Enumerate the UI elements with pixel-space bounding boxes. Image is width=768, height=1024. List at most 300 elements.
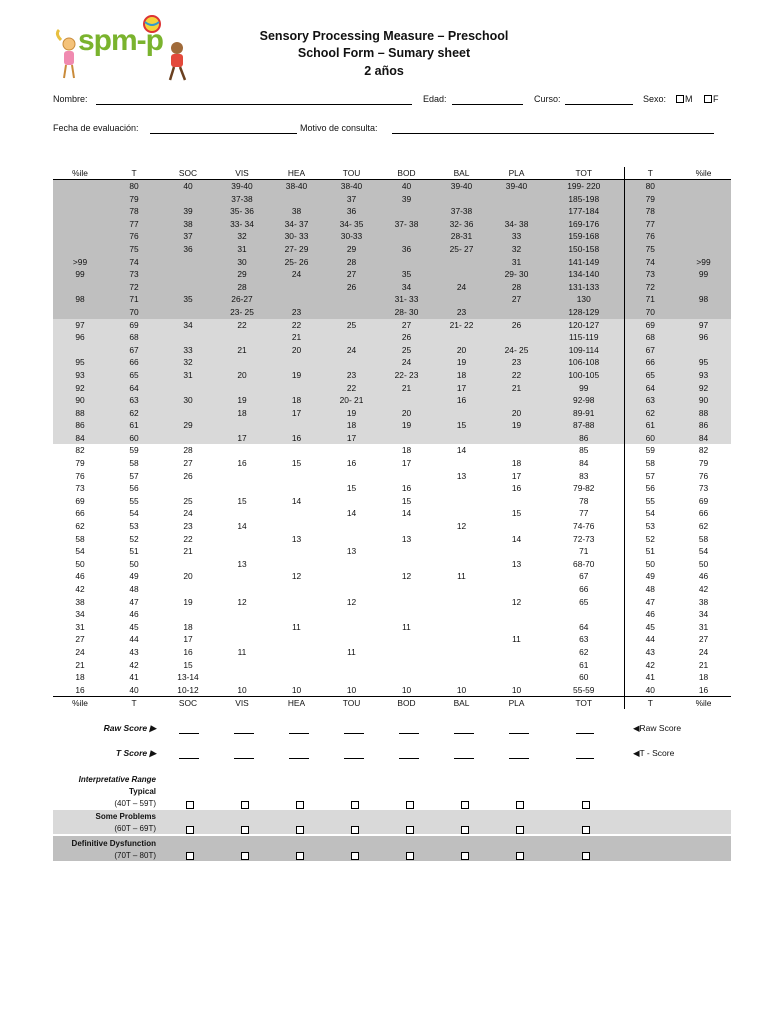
table-row-pla: 11 xyxy=(512,634,521,645)
typical-checkbox[interactable] xyxy=(406,801,414,809)
sexo-m-checkbox[interactable] xyxy=(676,95,684,103)
table-row-pla: 16 xyxy=(511,483,522,494)
table-row-hea: 23 xyxy=(269,306,324,319)
some-problems-checkbox[interactable] xyxy=(582,826,590,834)
table-row-soc xyxy=(161,331,215,344)
table-row-t: 68 xyxy=(107,331,161,344)
table-row-tot: 185-198 xyxy=(544,193,624,206)
table-row-bod: 28- 30 xyxy=(379,306,434,319)
table-row-hea xyxy=(269,659,324,672)
t-score-input[interactable] xyxy=(344,750,364,759)
table-row-bod: 15 xyxy=(401,495,412,506)
raw-score-input[interactable] xyxy=(399,725,419,734)
table-row-t-right: 49 xyxy=(645,571,655,582)
table-row-tou xyxy=(324,621,379,634)
raw-score-right-label: ◀Raw Score xyxy=(633,723,682,733)
table-row-t-right: 75 xyxy=(624,243,676,256)
table-row-pla: 39-40 xyxy=(489,180,544,193)
table-row-vis: 22 xyxy=(215,319,269,332)
table-row-t: 57 xyxy=(129,470,139,481)
table-row xyxy=(53,633,731,646)
nombre-field[interactable] xyxy=(96,94,412,105)
table-row-bal xyxy=(434,659,489,672)
typical-checkbox[interactable] xyxy=(516,801,524,809)
table-row-hea: 12 xyxy=(291,571,302,582)
some-problems-checkbox[interactable] xyxy=(516,826,524,834)
table-row-pctile-right: 54 xyxy=(698,546,709,557)
table-row-pla: 21 xyxy=(489,382,544,395)
table-row-hea xyxy=(269,608,324,621)
table-row-pctile: 27 xyxy=(75,634,85,645)
table-row-bod: 34 xyxy=(379,281,434,294)
table-row-pla xyxy=(489,495,544,508)
logo-text: spm-p xyxy=(78,24,163,57)
table-row xyxy=(53,193,731,206)
table-row-tou: 24 xyxy=(324,344,379,357)
table-row-tot: 63 xyxy=(544,633,624,646)
table-row-bod: 14 xyxy=(401,508,412,519)
table-row-bod: 22- 23 xyxy=(379,369,434,382)
t-score-input[interactable] xyxy=(289,750,309,759)
table-row-pla: 28 xyxy=(489,281,544,294)
raw-score-input[interactable] xyxy=(289,725,309,734)
table-row-bod: 27 xyxy=(379,319,434,332)
table-row xyxy=(53,344,731,357)
interp-title-row xyxy=(53,774,731,786)
table-row-hea xyxy=(269,356,324,369)
table-row-pctile-right: 58 xyxy=(698,533,709,544)
typical-checkbox[interactable] xyxy=(461,801,469,809)
table-row-soc xyxy=(161,281,215,294)
table-row-tou xyxy=(324,306,379,319)
raw-score-input[interactable] xyxy=(344,725,364,734)
table-header-pctile: %ile xyxy=(53,167,107,180)
table-row-t-right: 66 xyxy=(624,356,676,369)
typical-checkbox[interactable] xyxy=(351,801,359,809)
table-row-soc: 15 xyxy=(183,659,193,670)
table-row-tot: 71 xyxy=(544,545,624,558)
table-row xyxy=(53,268,731,281)
table-row-soc: 28 xyxy=(183,445,193,456)
table-row-bal: 10 xyxy=(456,684,467,695)
table-row-bod: 37- 38 xyxy=(379,218,434,231)
table-row-pctile-right xyxy=(676,205,731,218)
raw-score-input[interactable] xyxy=(509,725,529,734)
table-row-vis xyxy=(215,382,269,395)
t-score-input[interactable] xyxy=(509,750,529,759)
table-row-bal: 32- 36 xyxy=(434,218,489,231)
table-row-tot: 83 xyxy=(544,470,624,483)
table-row-tot: 68-70 xyxy=(544,558,624,571)
some-problems-checkbox[interactable] xyxy=(461,826,469,834)
table-row-hea xyxy=(269,596,324,609)
table-row-tot: 150-158 xyxy=(544,243,624,256)
table-row-pla xyxy=(489,394,544,407)
table-row-vis: 11 xyxy=(237,646,247,657)
table-row-t: 45 xyxy=(129,621,139,632)
table-row-bal xyxy=(434,457,489,470)
table-row-t-right: 47 xyxy=(645,596,655,607)
table-row-tot: 115-119 xyxy=(544,331,624,344)
table-row-t-right: 74 xyxy=(624,256,676,269)
t-score-input[interactable] xyxy=(576,750,594,759)
t-score-input[interactable] xyxy=(454,750,474,759)
table-footer-bal: BAL xyxy=(434,697,489,710)
table-row-pctile-right: 66 xyxy=(698,508,709,519)
raw-score-input[interactable] xyxy=(454,725,474,734)
table-row-tou xyxy=(324,558,379,571)
table-footer-t-right: T xyxy=(624,697,676,710)
raw-score-input[interactable] xyxy=(179,725,199,734)
table-row-soc: 39 xyxy=(161,205,215,218)
table-row-t-right: 69 xyxy=(624,319,676,332)
table-row-tou xyxy=(324,293,379,306)
table-row-hea: 25- 26 xyxy=(269,256,324,269)
table-header-pctile-right: %ile xyxy=(676,167,731,180)
table-row xyxy=(53,319,731,332)
table-row-tou xyxy=(324,520,379,533)
table-row-pla: 14 xyxy=(511,533,522,544)
table-row-pctile-right: 24 xyxy=(698,646,709,657)
table-row-bal: 39-40 xyxy=(434,180,489,193)
table-row-hea: 14 xyxy=(291,495,302,506)
table-row-pctile-right: 84 xyxy=(676,432,731,445)
table-row xyxy=(53,520,731,533)
table-row-hea: 17 xyxy=(269,407,324,420)
table-row-vis: 30 xyxy=(215,256,269,269)
table-row-pla: 31 xyxy=(489,256,544,269)
table-row xyxy=(53,331,731,344)
table-row-bod xyxy=(379,545,434,558)
table-row-hea xyxy=(269,293,324,306)
some-problems-checkbox[interactable] xyxy=(351,826,359,834)
table-row-pctile-right xyxy=(676,344,731,357)
table-row-tou: 22 xyxy=(324,382,379,395)
table-row xyxy=(53,646,731,659)
table-row-hea: 11 xyxy=(292,621,301,632)
table-row-tot: 62 xyxy=(544,646,624,659)
table-row-pctile: 95 xyxy=(53,356,107,369)
table-row-bod: 13 xyxy=(401,533,412,544)
table-row-bal xyxy=(434,633,489,646)
table-row-pla: 27 xyxy=(489,293,544,306)
table-row-tou: 10 xyxy=(346,684,357,695)
table-row-t: 50 xyxy=(129,558,139,569)
t-score-right-label: ◀T - Score xyxy=(633,748,675,758)
table-row-t-right: 58 xyxy=(645,458,655,469)
table-row-pctile-right: 90 xyxy=(676,394,731,407)
table-row-soc xyxy=(161,558,215,571)
table-row xyxy=(53,180,731,193)
table-row-pctile-right: 46 xyxy=(698,571,709,582)
table-row xyxy=(53,218,731,231)
table-row-pctile-right: 97 xyxy=(676,319,731,332)
table-row-soc: 22 xyxy=(183,533,193,544)
table-row-bal xyxy=(434,545,489,558)
raw-score-input[interactable] xyxy=(576,725,594,734)
table-row-pctile-right: 98 xyxy=(676,293,731,306)
table-row-t: 47 xyxy=(129,596,139,607)
table-row xyxy=(53,382,731,395)
definitive-label: Definitive Dysfunction xyxy=(71,839,156,848)
table-row-pla: 24- 25 xyxy=(489,344,544,357)
table-row-tou: 17 xyxy=(324,432,379,445)
table-footer-t: T xyxy=(107,697,161,710)
table-row-tot: 159-168 xyxy=(544,230,624,243)
table-row-bod: 17 xyxy=(401,458,412,469)
table-row-pctile-right: 50 xyxy=(698,558,709,569)
table-row-vis: 21 xyxy=(215,344,269,357)
table-row-t-right: 79 xyxy=(624,193,676,206)
interp-title: Interpretative Range xyxy=(78,775,156,784)
table-row-pctile: 24 xyxy=(75,646,85,657)
title-line-2: School Form – Sumary sheet xyxy=(297,46,471,60)
table-row-bod: 36 xyxy=(379,243,434,256)
definitive-checkbox[interactable] xyxy=(582,852,590,860)
motivo-label: Motivo de consulta: xyxy=(300,123,378,133)
table-header-tot: TOT xyxy=(544,167,624,180)
table-row-t: 69 xyxy=(107,319,161,332)
table-row xyxy=(53,507,731,520)
table-row-pctile: 21 xyxy=(75,659,85,670)
table-row xyxy=(53,583,731,596)
table-row-pla: 33 xyxy=(489,230,544,243)
table-row-tou xyxy=(324,356,379,369)
nombre-label: Nombre: xyxy=(53,94,88,104)
table-row-soc xyxy=(161,583,215,596)
typical-row xyxy=(53,786,731,810)
table-row-soc xyxy=(161,432,215,445)
table-row-tou: 36 xyxy=(324,205,379,218)
table-row-bod: 35 xyxy=(379,268,434,281)
table-row-pctile: >99 xyxy=(53,256,107,269)
table-row-pctile: 79 xyxy=(75,458,85,469)
table-row-t: 48 xyxy=(129,584,139,594)
table-row-tou xyxy=(324,495,379,508)
table-row-soc: 10-12 xyxy=(177,684,199,695)
definitive-checkbox[interactable] xyxy=(516,852,524,860)
curso-field[interactable] xyxy=(565,94,633,105)
sexo-f-checkbox[interactable] xyxy=(704,95,712,103)
table-row-pctile-right: >99 xyxy=(676,256,731,269)
typical-checkbox[interactable] xyxy=(186,801,194,809)
table-row-t-right: 59 xyxy=(645,445,655,456)
table-row-pla xyxy=(489,621,544,634)
table-row-pla xyxy=(489,331,544,344)
table-row-vis: 26-27 xyxy=(215,293,269,306)
table-row-tou: 26 xyxy=(324,281,379,294)
some-problems-checkbox[interactable] xyxy=(296,826,304,834)
table-row-pctile: 50 xyxy=(75,558,85,569)
typical-checkbox[interactable] xyxy=(241,801,249,809)
definitive-checkbox[interactable] xyxy=(241,852,249,860)
table-row-vis: 20 xyxy=(215,369,269,382)
t-score-input[interactable] xyxy=(399,750,419,759)
table-row-t: 67 xyxy=(107,344,161,357)
table-row-pla xyxy=(489,205,544,218)
definitive-checkbox[interactable] xyxy=(406,852,414,860)
table-row-vis xyxy=(215,507,269,520)
table-row-tot: 199- 220 xyxy=(544,180,624,193)
table-row-pctile: 34 xyxy=(75,609,85,620)
table-row-pctile-right: 31 xyxy=(698,621,709,632)
table-row-tot: 131-133 xyxy=(544,281,624,294)
table-row-vis: 28 xyxy=(215,281,269,294)
table-row-tou: 37 xyxy=(324,193,379,206)
table-row xyxy=(53,545,731,558)
table-row-bal xyxy=(434,432,489,445)
typical-checkbox[interactable] xyxy=(296,801,304,809)
table-row-pla xyxy=(489,306,544,319)
raw-score-label: Raw Score ▶ xyxy=(103,723,156,733)
table-row-vis: 33- 34 xyxy=(215,218,269,231)
table-row-t: 63 xyxy=(107,394,161,407)
edad-field[interactable] xyxy=(452,94,523,105)
table-row-t: 76 xyxy=(107,230,161,243)
table-row-vis: 19 xyxy=(215,394,269,407)
table-row-bal xyxy=(434,331,489,344)
sexo-m-label: M xyxy=(685,94,693,104)
table-row-t-right: 76 xyxy=(624,230,676,243)
table-row-bal: 15 xyxy=(434,419,489,432)
table-row xyxy=(53,369,731,382)
table-row-tou: 11 xyxy=(347,646,356,657)
table-row-tou: 16 xyxy=(346,458,357,469)
table-footer-soc: SOC xyxy=(161,697,215,710)
table-row-tot: 106-108 xyxy=(544,356,624,369)
table-row-pla xyxy=(489,444,544,457)
table-row-hea xyxy=(269,444,324,457)
table-row-pctile xyxy=(53,243,107,256)
table-row-pctile-right xyxy=(676,306,731,319)
table-row-tot xyxy=(544,608,624,621)
table-row-tot: 61 xyxy=(544,659,624,672)
table-row-pla: 20 xyxy=(489,407,544,420)
table-header-vis: VIS xyxy=(215,167,269,180)
table-row-tot: 64 xyxy=(544,621,624,634)
table-row-tou: 19 xyxy=(324,407,379,420)
table-row-t: 40 xyxy=(129,684,139,695)
table-row-tou xyxy=(324,444,379,457)
table-row-pctile: 90 xyxy=(53,394,107,407)
table-row-pctile-right: 27 xyxy=(698,634,709,645)
typical-checkbox[interactable] xyxy=(582,801,590,809)
table-row-vis xyxy=(215,419,269,432)
curso-label: Curso: xyxy=(534,94,561,104)
table-row-soc: 34 xyxy=(161,319,215,332)
table-row-pctile: 62 xyxy=(75,521,85,532)
table-row-bod xyxy=(379,659,434,672)
table-row-pctile: 66 xyxy=(75,508,85,519)
table-row xyxy=(53,256,731,269)
raw-score-input[interactable] xyxy=(234,725,254,734)
table-row-pctile-right: 76 xyxy=(698,470,709,481)
table-row-pla xyxy=(489,432,544,445)
table-row xyxy=(53,671,731,684)
table-row-vis xyxy=(215,608,269,621)
table-row-soc xyxy=(161,407,215,420)
table-row-bod xyxy=(379,633,434,646)
table-row-t: 56 xyxy=(129,483,139,494)
table-row-pctile-right: 21 xyxy=(698,659,709,670)
table-row-pla xyxy=(489,520,544,533)
table-row-bal: 19 xyxy=(434,356,489,369)
table-row xyxy=(53,570,731,583)
table-row-pctile-right xyxy=(676,218,731,231)
table-row-hea xyxy=(269,281,324,294)
table-row-t: 55 xyxy=(129,495,139,506)
table-row-pctile-right xyxy=(676,230,731,243)
table-header-bod: BOD xyxy=(379,167,434,180)
t-score-input[interactable] xyxy=(234,750,254,759)
table-row-soc: 23 xyxy=(183,521,193,532)
table-row xyxy=(53,482,731,495)
table-row xyxy=(53,659,731,672)
table-row-pla xyxy=(489,646,544,659)
table-row-soc xyxy=(161,256,215,269)
table-row-pla: 10 xyxy=(511,684,522,695)
table-row-bal: 18 xyxy=(434,369,489,382)
table-header-hea: HEA xyxy=(269,167,324,180)
table-row-bal: 13 xyxy=(456,470,467,481)
table-row-tot: 120-127 xyxy=(544,319,624,332)
definitive-checkbox[interactable] xyxy=(186,852,194,860)
table-row-tou: 34- 35 xyxy=(324,218,379,231)
table-row-tou: 28 xyxy=(324,256,379,269)
table-row-t-right: 77 xyxy=(624,218,676,231)
table-row-t: 44 xyxy=(129,634,139,645)
table-row-bal: 11 xyxy=(457,571,466,582)
table-row-bod xyxy=(379,596,434,609)
table-row-t: 60 xyxy=(107,432,161,445)
fecha-field[interactable] xyxy=(150,123,297,134)
table-row-soc xyxy=(161,193,215,206)
some-problems-checkbox[interactable] xyxy=(241,826,249,834)
definitive-checkbox[interactable] xyxy=(461,852,469,860)
table-row-pctile: 69 xyxy=(75,495,85,506)
table-row-pctile-right: 18 xyxy=(698,672,709,683)
table-row-tou xyxy=(324,659,379,672)
table-row-t: 49 xyxy=(129,571,139,582)
some-problems-range: (60T – 69T) xyxy=(114,824,156,833)
table-row-tot: 78 xyxy=(544,495,624,508)
table-row-hea: 21 xyxy=(269,331,324,344)
table-row-pctile: 82 xyxy=(75,445,85,456)
table-row-vis xyxy=(215,470,269,483)
definitive-checkbox[interactable] xyxy=(296,852,304,860)
table-row-tot: 79-82 xyxy=(544,482,624,495)
some-problems-checkbox[interactable] xyxy=(406,826,414,834)
table-row-pctile xyxy=(53,306,107,319)
table-row-bal xyxy=(434,646,489,659)
definitive-range: (70T – 80T) xyxy=(114,851,156,860)
table-row-pctile-right: 62 xyxy=(698,521,709,532)
table-row-pla xyxy=(489,583,544,596)
table-row-pla: 18 xyxy=(511,458,522,469)
table-row-t-right: 61 xyxy=(624,419,676,432)
table-footer-pla: PLA xyxy=(489,697,544,710)
table-row-tot: 84 xyxy=(544,457,624,470)
table-row-tot: 72-73 xyxy=(544,533,624,546)
table-row-bod xyxy=(379,432,434,445)
some-problems-checkbox[interactable] xyxy=(186,826,194,834)
table-row-bal: 28-31 xyxy=(434,230,489,243)
table-row-bod: 10 xyxy=(401,684,412,695)
t-score-input[interactable] xyxy=(179,750,199,759)
definitive-checkbox[interactable] xyxy=(351,852,359,860)
motivo-field[interactable] xyxy=(392,123,714,134)
table-row-vis: 17 xyxy=(215,432,269,445)
